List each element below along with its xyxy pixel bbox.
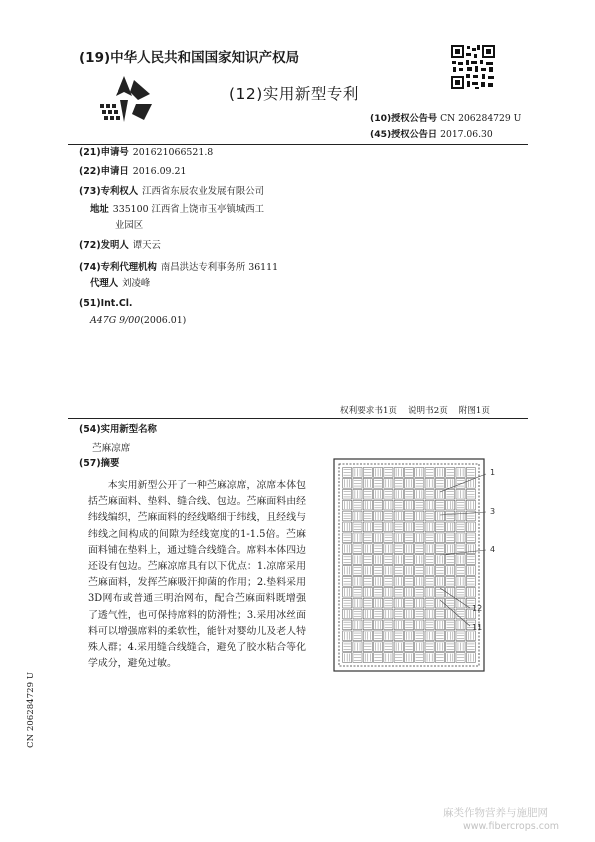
weave-cell xyxy=(425,555,434,565)
weave-cell xyxy=(404,598,413,608)
watermark-site-name: 麻类作物营养与施肥网 xyxy=(443,807,548,819)
publication-date-value: 2017.06.30 xyxy=(440,129,493,140)
weave-cell xyxy=(353,511,362,521)
weave-cell xyxy=(353,653,362,663)
weave-cell xyxy=(384,642,393,652)
weave-cell xyxy=(363,587,372,597)
weave-cell xyxy=(425,566,434,576)
weave-cell xyxy=(384,609,393,619)
weave-cell xyxy=(425,500,434,510)
weave-cell xyxy=(425,598,434,608)
weave-cell xyxy=(404,522,413,532)
weave-cell xyxy=(353,478,362,488)
publication-number-label: (10)授权公告号 xyxy=(370,113,438,124)
weave-cell xyxy=(343,642,352,652)
weave-cell xyxy=(404,511,413,521)
weave-cell xyxy=(425,478,434,488)
publication-date xyxy=(370,127,493,143)
weave-cell xyxy=(466,653,475,663)
utility-model-title-label: (54)实用新型名称 xyxy=(79,424,157,435)
weave-cell xyxy=(363,555,372,565)
weave-cell xyxy=(353,522,362,532)
weave-cell xyxy=(343,478,352,488)
weave-cell xyxy=(394,598,403,608)
weave-cell xyxy=(363,478,372,488)
weave-cell xyxy=(404,653,413,663)
weave-cell xyxy=(363,511,372,521)
abstract-text: 本实用新型公开了一种苎麻凉席，凉席本体包括苎麻面料、垫料、缝合线、包边。苎麻面料由经纬线编织，苎麻面料的经线略细于纬线，且经线与纬线之间构成的间隙为经线宽度的1-1.5倍。苎麻面料铺在垫料上，通过缝合线缝合。席料本体四边还设有包边。苎麻凉席具有以下优点：1.凉席采用苎麻面料，发挥苎麻吸汗抑菌的作用；2.垫料采用3D网布或普通三明治网布，配合苎麻面料既增强了透气性，也可保持席料的防滑性；3.采用冰丝面料可以增强席料的柔软性，能针对婴幼儿及老人特殊人群；4.采用缝合线缝合，避免了胶水粘合等化学成分，避免过敏。 xyxy=(88,480,306,670)
weave-cell xyxy=(363,609,372,619)
weave-cell xyxy=(363,598,372,608)
weave-cell xyxy=(384,544,393,554)
weave-cell xyxy=(415,489,424,499)
weave-cell xyxy=(374,653,383,663)
weave-cell xyxy=(425,642,434,652)
weave-cell xyxy=(363,576,372,586)
weave-cell xyxy=(425,620,434,630)
side-publication-number: CN 206284729 U xyxy=(26,671,36,748)
weave-cell xyxy=(374,631,383,641)
weave-cell xyxy=(374,489,383,499)
weave-cell xyxy=(374,533,383,543)
weave-cell xyxy=(394,522,403,532)
weave-cell xyxy=(384,598,393,608)
page-count-info: 权利要求书1页 说明书2页 附图1页 xyxy=(340,406,490,416)
weave-cell xyxy=(394,533,403,543)
weave-cell xyxy=(343,609,352,619)
utility-model-title: 苎麻凉席 xyxy=(92,443,131,454)
publication-date-label: (45)授权公告日 xyxy=(370,129,438,140)
weave-cell xyxy=(353,642,362,652)
weave-cell xyxy=(384,511,393,521)
weave-cell xyxy=(374,576,383,586)
weave-cell xyxy=(446,653,455,663)
callout-1: 1 xyxy=(490,468,496,477)
weave-cell xyxy=(404,555,413,565)
weave-cell xyxy=(404,620,413,630)
weave-cell xyxy=(363,522,372,532)
weave-cell xyxy=(394,468,403,478)
weave-cell xyxy=(394,642,403,652)
weave-cell xyxy=(353,533,362,543)
callout-11: 11 xyxy=(472,623,483,632)
weave-cell xyxy=(374,544,383,554)
weave-cell xyxy=(353,500,362,510)
weave-cell xyxy=(343,620,352,630)
weave-cell xyxy=(425,653,434,663)
patent-agent: 代理人 刘凌峰 xyxy=(90,278,151,289)
weave-cell xyxy=(363,566,372,576)
weave-cell xyxy=(394,544,403,554)
weave-cell xyxy=(384,653,393,663)
weave-cell xyxy=(404,609,413,619)
weave-cell xyxy=(415,653,424,663)
weave-cell xyxy=(374,555,383,565)
weave-cell xyxy=(384,620,393,630)
weave-cell xyxy=(363,631,372,641)
weave-cell xyxy=(363,620,372,630)
weave-cell xyxy=(343,587,352,597)
weave-cell xyxy=(374,511,383,521)
weave-cell xyxy=(353,468,362,478)
weave-cell xyxy=(384,631,393,641)
callout-4: 4 xyxy=(490,545,496,554)
weave-cell xyxy=(415,587,424,597)
weave-cell xyxy=(384,522,393,532)
weave-cell xyxy=(343,511,352,521)
weave-cell xyxy=(353,576,362,586)
weave-cell xyxy=(374,642,383,652)
weave-cell xyxy=(404,489,413,499)
weave-cell xyxy=(415,533,424,543)
weave-cell xyxy=(343,566,352,576)
weave-cell xyxy=(374,500,383,510)
weave-cell xyxy=(353,598,362,608)
address: 地址 335100 江西省上饶市玉亭镇城西工 xyxy=(90,204,265,215)
weave-cell xyxy=(384,533,393,543)
weave-cell xyxy=(343,598,352,608)
weave-cell xyxy=(353,631,362,641)
weave-cell xyxy=(363,642,372,652)
weave-cell xyxy=(466,642,475,652)
weave-cell xyxy=(343,500,352,510)
weave-cell xyxy=(343,631,352,641)
weave-cell xyxy=(384,468,393,478)
weave-cell xyxy=(394,478,403,488)
patent-agency: (74)专利代理机构 南昌洪达专利事务所 36111 xyxy=(79,262,279,273)
weave-cell xyxy=(404,500,413,510)
callout-3: 3 xyxy=(490,507,496,516)
weave-cell xyxy=(363,468,372,478)
weave-cell xyxy=(374,522,383,532)
weave-cell xyxy=(384,555,393,565)
weave-cell xyxy=(363,533,372,543)
weave-cell xyxy=(456,642,465,652)
weave-cell xyxy=(394,555,403,565)
weave-cell xyxy=(415,522,424,532)
weave-cell xyxy=(343,522,352,532)
weave-cell xyxy=(415,566,424,576)
weave-cell xyxy=(353,566,362,576)
weave-cell xyxy=(435,653,444,663)
weave-cell xyxy=(394,609,403,619)
weave-cell xyxy=(353,555,362,565)
weave-cell xyxy=(353,544,362,554)
watermark xyxy=(443,807,559,833)
watermark-url: www.fibercrops.com xyxy=(463,821,560,832)
weave-cell xyxy=(374,478,383,488)
weave-cell xyxy=(415,478,424,488)
weave-cell xyxy=(415,609,424,619)
inventor: (72)发明人 谭天云 xyxy=(79,240,161,251)
weave-cell xyxy=(425,544,434,554)
weave-cell xyxy=(343,468,352,478)
weave-cell xyxy=(425,489,434,499)
weave-cell xyxy=(415,500,424,510)
weave-cell xyxy=(384,489,393,499)
weave-cell xyxy=(404,576,413,586)
weave-cell xyxy=(343,533,352,543)
weave-cell xyxy=(384,576,393,586)
application-number: (21)申请号 201621066521.8 xyxy=(79,147,214,158)
weave-cell xyxy=(363,544,372,554)
weave-cell xyxy=(374,609,383,619)
weave-cell xyxy=(384,478,393,488)
abstract-body xyxy=(88,478,306,672)
weave-cell xyxy=(384,500,393,510)
weave-cell xyxy=(404,566,413,576)
application-date: (22)申请日 2016.09.21 xyxy=(79,166,187,177)
weave-cell xyxy=(394,576,403,586)
weave-cell xyxy=(425,609,434,619)
weave-cell xyxy=(425,533,434,543)
abstract-label: (57)摘要 xyxy=(79,458,120,469)
office-name: (19)中华人民共和国国家知识产权局 xyxy=(79,50,300,66)
weave-cell xyxy=(404,587,413,597)
weave-cell xyxy=(425,576,434,586)
weave-cell xyxy=(415,468,424,478)
weave-cell xyxy=(425,468,434,478)
weave-cell xyxy=(353,587,362,597)
weave-cell xyxy=(425,587,434,597)
weave-cell xyxy=(404,468,413,478)
document-type: (12)实用新型专利 xyxy=(229,85,359,103)
publication-number xyxy=(370,111,521,127)
ipc-classification: (51)Int.Cl. xyxy=(79,298,133,309)
patentee: (73)专利权人 江西省东辰农业发展有限公司 xyxy=(79,186,265,197)
cnipa-emblem-icon xyxy=(94,74,154,130)
weave-cell xyxy=(425,631,434,641)
weave-cell xyxy=(394,631,403,641)
weave-cell xyxy=(343,555,352,565)
weave-cell xyxy=(415,576,424,586)
weave-cell xyxy=(415,555,424,565)
weave-cell xyxy=(374,566,383,576)
middle-rule xyxy=(68,418,528,419)
weave-cell xyxy=(404,478,413,488)
weave-cell xyxy=(374,587,383,597)
weave-cell xyxy=(374,620,383,630)
weave-cell xyxy=(404,533,413,543)
weave-cell xyxy=(363,489,372,499)
weave-cell xyxy=(415,598,424,608)
weave-cell xyxy=(415,620,424,630)
weave-cell xyxy=(415,544,424,554)
weave-cell xyxy=(456,653,465,663)
weave-cell xyxy=(394,489,403,499)
weave-cell xyxy=(394,566,403,576)
ipc-code: A47G 9/00(2006.01) xyxy=(90,315,187,326)
weave-cell xyxy=(394,500,403,510)
weave-cell xyxy=(425,522,434,532)
callout-12: 12 xyxy=(472,604,483,613)
weave-cell xyxy=(435,642,444,652)
weave-cell xyxy=(404,544,413,554)
weave-cell xyxy=(363,500,372,510)
weave-cell xyxy=(394,653,403,663)
weave-cell xyxy=(363,653,372,663)
weave-cell xyxy=(343,653,352,663)
qr-code-icon xyxy=(450,44,496,94)
weave-cell xyxy=(425,511,434,521)
weave-cell xyxy=(404,631,413,641)
weave-cell xyxy=(415,642,424,652)
weave-cell xyxy=(394,620,403,630)
weave-cell xyxy=(415,511,424,521)
weave-cell xyxy=(353,620,362,630)
address-line2: 业园区 xyxy=(115,220,144,231)
publication-number-value: CN 206284729 U xyxy=(440,113,522,124)
weave-cell xyxy=(404,642,413,652)
weave-cell xyxy=(343,576,352,586)
weave-cell xyxy=(374,468,383,478)
weave-cell xyxy=(394,511,403,521)
weave-cell xyxy=(415,631,424,641)
weave-cell xyxy=(353,609,362,619)
weave-cell xyxy=(343,489,352,499)
weave-cell xyxy=(384,566,393,576)
weave-cell xyxy=(394,587,403,597)
weave-cell xyxy=(343,544,352,554)
weave-cell xyxy=(446,642,455,652)
weave-cell xyxy=(374,598,383,608)
weave-cell xyxy=(384,587,393,597)
weave-cell xyxy=(353,489,362,499)
